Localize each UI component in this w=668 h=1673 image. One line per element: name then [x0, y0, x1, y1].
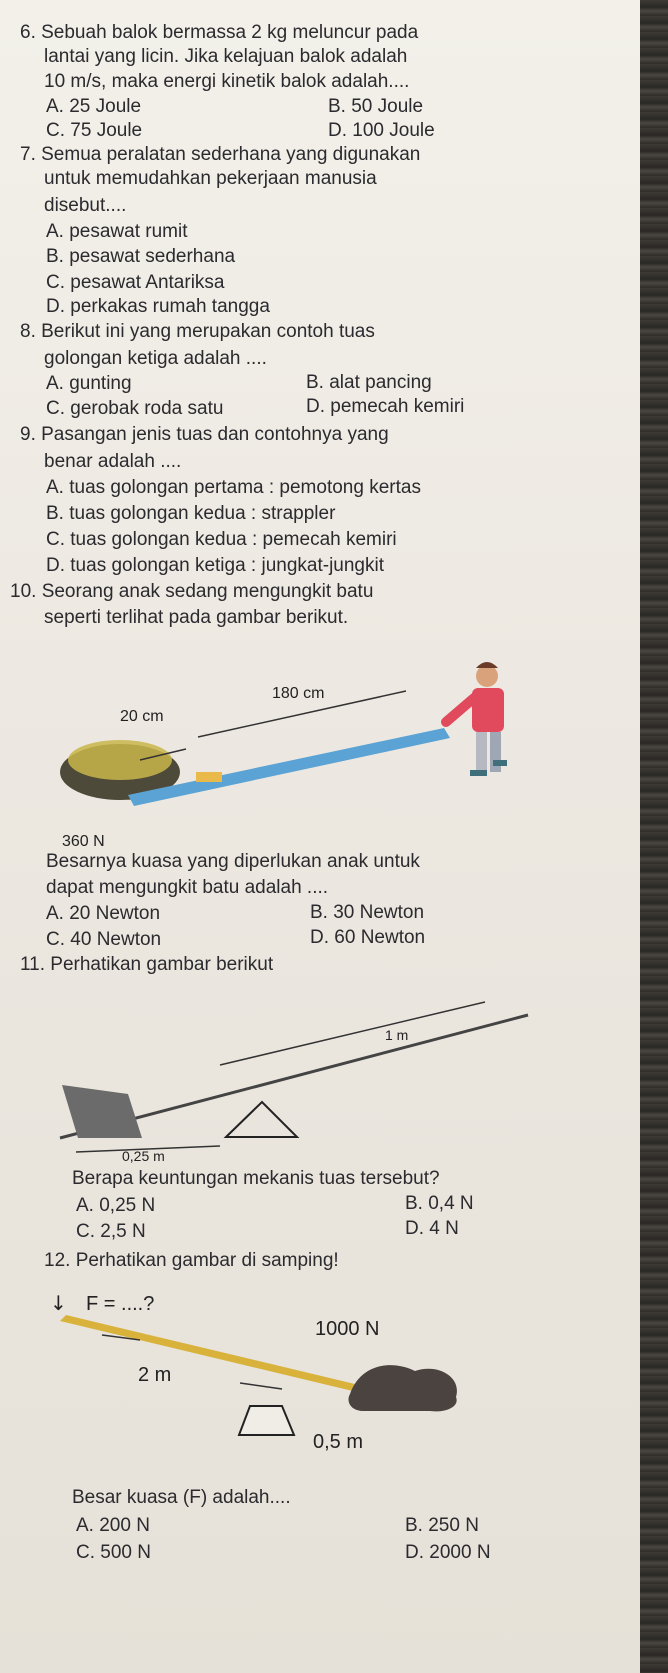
q10-text-2: seperti terlihat pada gambar berikut. [44, 607, 349, 628]
fulcrum-triangle [226, 1102, 297, 1137]
q11-option-b[interactable]: B. 0,4 N [405, 1193, 474, 1214]
q6-option-c[interactable]: C. 75 Joule [46, 120, 143, 141]
photo-edge-shadow [640, 0, 668, 1673]
q10-short-label: 20 cm [120, 708, 164, 725]
q10-text-1: 10. Seorang anak sedang mengungkit batu [10, 581, 374, 602]
q8-option-a[interactable]: A. gunting [46, 373, 132, 394]
q11-lever-figure [50, 990, 540, 1165]
q11-question: Berapa keuntungan mekanis tuas tersebut? [72, 1168, 440, 1189]
q9-option-d[interactable]: D. tuas golongan ketiga : jungkat-jungkit [46, 555, 384, 576]
q11-option-a[interactable]: A. 0,25 N [76, 1195, 156, 1216]
q6-text-2: lantai yang licin. Jika kelajuan balok adalah [44, 46, 408, 67]
q12-option-a[interactable]: A. 200 N [76, 1515, 150, 1536]
fulcrum-block [196, 772, 222, 782]
q9-option-b[interactable]: B. tuas golongan kedua : strappler [46, 503, 336, 524]
q8-option-d[interactable]: D. pemecah kemiri [306, 396, 465, 417]
q12-load-label: 1000 N [315, 1318, 380, 1340]
q9-text-1: 9. Pasangan jenis tuas dan contohnya yang [20, 424, 389, 445]
q8-option-b[interactable]: B. alat pancing [306, 372, 432, 393]
q7-text-2: untuk memudahkan pekerjaan manusia [44, 168, 377, 189]
q7-option-b[interactable]: B. pesawat sederhana [46, 246, 236, 267]
rock-shape [349, 1365, 457, 1411]
q9-option-a[interactable]: A. tuas golongan pertama : pemotong kertas [46, 477, 421, 498]
q10-option-c[interactable]: C. 40 Newton [46, 929, 162, 950]
q10-option-a[interactable]: A. 20 Newton [46, 903, 161, 924]
q12-option-d[interactable]: D. 2000 N [405, 1542, 491, 1563]
q12-text-1: 12. Perhatikan gambar di samping! [44, 1250, 339, 1271]
q8-text-2: golongan ketiga adalah .... [44, 348, 267, 369]
q10-lever-figure [50, 660, 530, 850]
q7-text-3: disebut.... [44, 195, 127, 216]
q7-option-a[interactable]: A. pesawat rumit [46, 221, 188, 242]
q10-option-d[interactable]: D. 60 Newton [310, 927, 426, 948]
q7-option-c[interactable]: C. pesawat Antariksa [46, 272, 225, 293]
q11-long-label: 1 m [385, 1027, 409, 1043]
child-head [476, 665, 498, 687]
q6-text-1: 6. Sebuah balok bermassa 2 kg meluncur pada [20, 22, 419, 43]
q8-option-c[interactable]: C. gerobak roda satu [46, 398, 224, 419]
q12-force-label: F = ....? [86, 1293, 155, 1315]
load-block [62, 1085, 142, 1138]
arrow-down-icon: ↓ [50, 1291, 67, 1315]
q11-option-d[interactable]: D. 4 N [405, 1218, 459, 1239]
q11-option-c[interactable]: C. 2,5 N [76, 1221, 146, 1242]
q10-long-label: 180 cm [272, 685, 325, 702]
long-arm-line [220, 1002, 485, 1065]
q11-text-1: 11. Perhatikan gambar berikut [20, 954, 274, 975]
q12-long-label: 2 m [138, 1364, 172, 1386]
q12-short-label: 0,5 m [313, 1431, 364, 1453]
q8-text-1: 8. Berikut ini yang merupakan contoh tuas [20, 321, 375, 342]
q6-option-a[interactable]: A. 25 Joule [46, 96, 142, 117]
q12-option-b[interactable]: B. 250 N [405, 1515, 479, 1536]
q6-option-d[interactable]: D. 100 Joule [328, 120, 435, 141]
q6-text-3: 10 m/s, maka energi kinetik balok adalah.... [44, 71, 410, 92]
q12-option-c[interactable]: C. 500 N [76, 1542, 151, 1563]
q7-option-d[interactable]: D. perkakas rumah tangga [46, 296, 270, 317]
q10-weight-label: 360 N [62, 833, 105, 850]
fulcrum-trapezoid [239, 1406, 294, 1435]
q12-question: Besar kuasa (F) adalah.... [72, 1487, 291, 1508]
q12-lever-figure [50, 1285, 470, 1455]
q9-option-c[interactable]: C. tuas golongan kedua : pemecah kemiri [46, 529, 397, 550]
q10-question-2: dapat mengungkit batu adalah .... [46, 877, 329, 898]
q9-text-2: benar adalah .... [44, 451, 182, 472]
q6-option-b[interactable]: B. 50 Joule [328, 96, 424, 117]
q10-question-1: Besarnya kuasa yang diperlukan anak untuk [46, 851, 420, 872]
short-arm-line [240, 1383, 282, 1389]
q11-short-label: 0,25 m [122, 1148, 165, 1164]
q10-option-b[interactable]: B. 30 Newton [310, 902, 425, 923]
q7-text-1: 7. Semua peralatan sederhana yang digunakan [20, 144, 421, 165]
